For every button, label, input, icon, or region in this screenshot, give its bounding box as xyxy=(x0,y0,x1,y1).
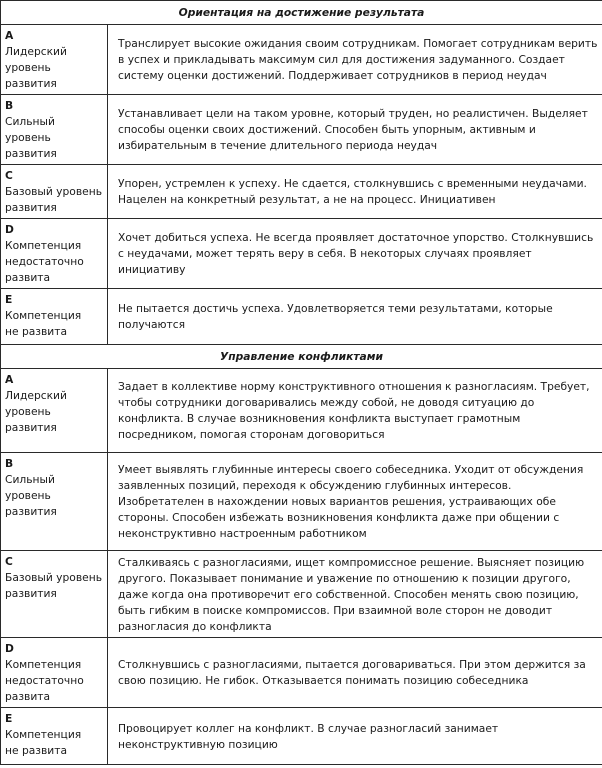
level-code: B xyxy=(5,457,14,470)
level-name: Сильный уровень развития xyxy=(5,473,57,518)
level-name: Компетенция не развита xyxy=(5,309,82,338)
level-description: Умеет выявлять глубинные интересы своего собеседника. Уходит от обсуждения заявленных позиций, переходя к обсуждению глубинных интересов. Изобретателен в нахождении новых вариантов решения, устраивающих обе стороны. Способен избежать возникновения конфликта даже при общении с неконструктивно настроенным работником xyxy=(118,463,584,540)
level-code: C xyxy=(5,169,13,182)
description-cell xyxy=(108,219,602,289)
table-row xyxy=(1,708,602,765)
level-cell xyxy=(1,25,108,95)
level-description: Упорен, устремлен к успеху. Не сдается, столкнувшись с временными неудачами. Нацелен на конкретный результат, а не на процесс. Инициативен xyxy=(118,177,587,206)
table-row xyxy=(1,289,602,345)
level-description: Столкнувшись с разногласиями, пытается договариваться. При этом держится за свою позицию. Не гибок. Отказывается понимать позицию собеседника xyxy=(118,658,586,687)
level-name: Компетенция недостаточно развита xyxy=(5,658,84,703)
level-name: Лидерский уровень развития xyxy=(5,389,67,434)
description-cell xyxy=(108,95,602,165)
level-code: B xyxy=(5,99,14,112)
level-cell xyxy=(1,638,108,708)
level-cell xyxy=(1,289,108,345)
section-title: Управление конфликтами xyxy=(1,345,602,369)
level-code: E xyxy=(5,293,13,306)
table-row xyxy=(1,25,602,95)
level-code: D xyxy=(5,642,14,655)
description-cell xyxy=(108,25,602,95)
table-row xyxy=(1,95,602,165)
table-row xyxy=(1,369,602,453)
level-code: A xyxy=(5,373,14,386)
section-header-row xyxy=(1,345,602,369)
level-cell xyxy=(1,95,108,165)
level-cell xyxy=(1,551,108,638)
level-name: Компетенция недостаточно развита xyxy=(5,239,84,284)
level-code: A xyxy=(5,29,14,42)
table-row xyxy=(1,638,602,708)
level-description: Сталкиваясь с разногласиями, ищет компромиссное решение. Выясняет позицию другого. Показывает понимание и уважение по отношению к позиции другого, даже когда она противоречит его собственной. Способен менять свою позицию, быть гибким в поиске компромиссов. При взаимной воле сторон не доводит разногласия до конфликта xyxy=(118,555,585,633)
level-description: Хочет добиться успеха. Не всегда проявляет достаточное упорство. Столкнувшись с неудачами, может терять веру в себя. В некоторых случаях проявляет инициативу xyxy=(118,231,594,276)
table-row xyxy=(1,551,602,638)
level-name: Базовый уровень развития xyxy=(5,185,102,214)
level-name: Лидерский уровень развития xyxy=(5,45,67,90)
description-cell xyxy=(108,708,602,765)
description-cell xyxy=(108,453,602,551)
table-row xyxy=(1,165,602,219)
section-header-row xyxy=(1,1,602,25)
level-name: Сильный уровень развития xyxy=(5,115,57,160)
level-name: Компетенция не развита xyxy=(5,728,82,757)
level-description: Задает в коллективе норму конструктивного отношения к разногласиям. Требует, чтобы сотрудники договаривались между собой, не доводя ситуацию до конфликта. В случае возникновения конфликта выступает грамотным посредником, помогая сторонам договориться xyxy=(118,380,590,441)
table-row xyxy=(1,219,602,289)
table-row xyxy=(1,453,602,551)
level-code: E xyxy=(5,712,13,725)
level-code: D xyxy=(5,223,14,236)
description-cell xyxy=(108,289,602,345)
competency-table-body xyxy=(1,1,602,765)
level-cell xyxy=(1,165,108,219)
section-title: Ориентация на достижение результата xyxy=(1,1,602,25)
description-cell xyxy=(108,369,602,453)
description-cell xyxy=(108,165,602,219)
level-code: C xyxy=(5,555,13,568)
level-description: Провоцирует коллег на конфликт. В случае разногласий занимает неконструктивную позицию xyxy=(118,721,499,751)
level-description: Не пытается достичь успеха. Удовлетворяется теми результатами, которые получаются xyxy=(118,302,553,331)
level-cell xyxy=(1,708,108,765)
level-cell xyxy=(1,219,108,289)
level-description: Транслирует высокие ожидания своим сотрудникам. Помогает сотрудникам верить в успех и прикладывать максимум сил для достижения задуманного. Создает систему оценки достижений. Поддерживает сотрудников в период неудач xyxy=(118,37,598,82)
level-cell xyxy=(1,453,108,551)
level-description: Устанавливает цели на таком уровне, который труден, но реалистичен. Выделяет способы оценки своих достижений. Способен быть упорным, активным и избирательным в течение длительного периода неудач xyxy=(118,107,588,152)
level-cell xyxy=(1,369,108,453)
level-name: Базовый уровень развития xyxy=(5,571,102,600)
description-cell xyxy=(108,638,602,708)
description-cell xyxy=(108,551,602,638)
